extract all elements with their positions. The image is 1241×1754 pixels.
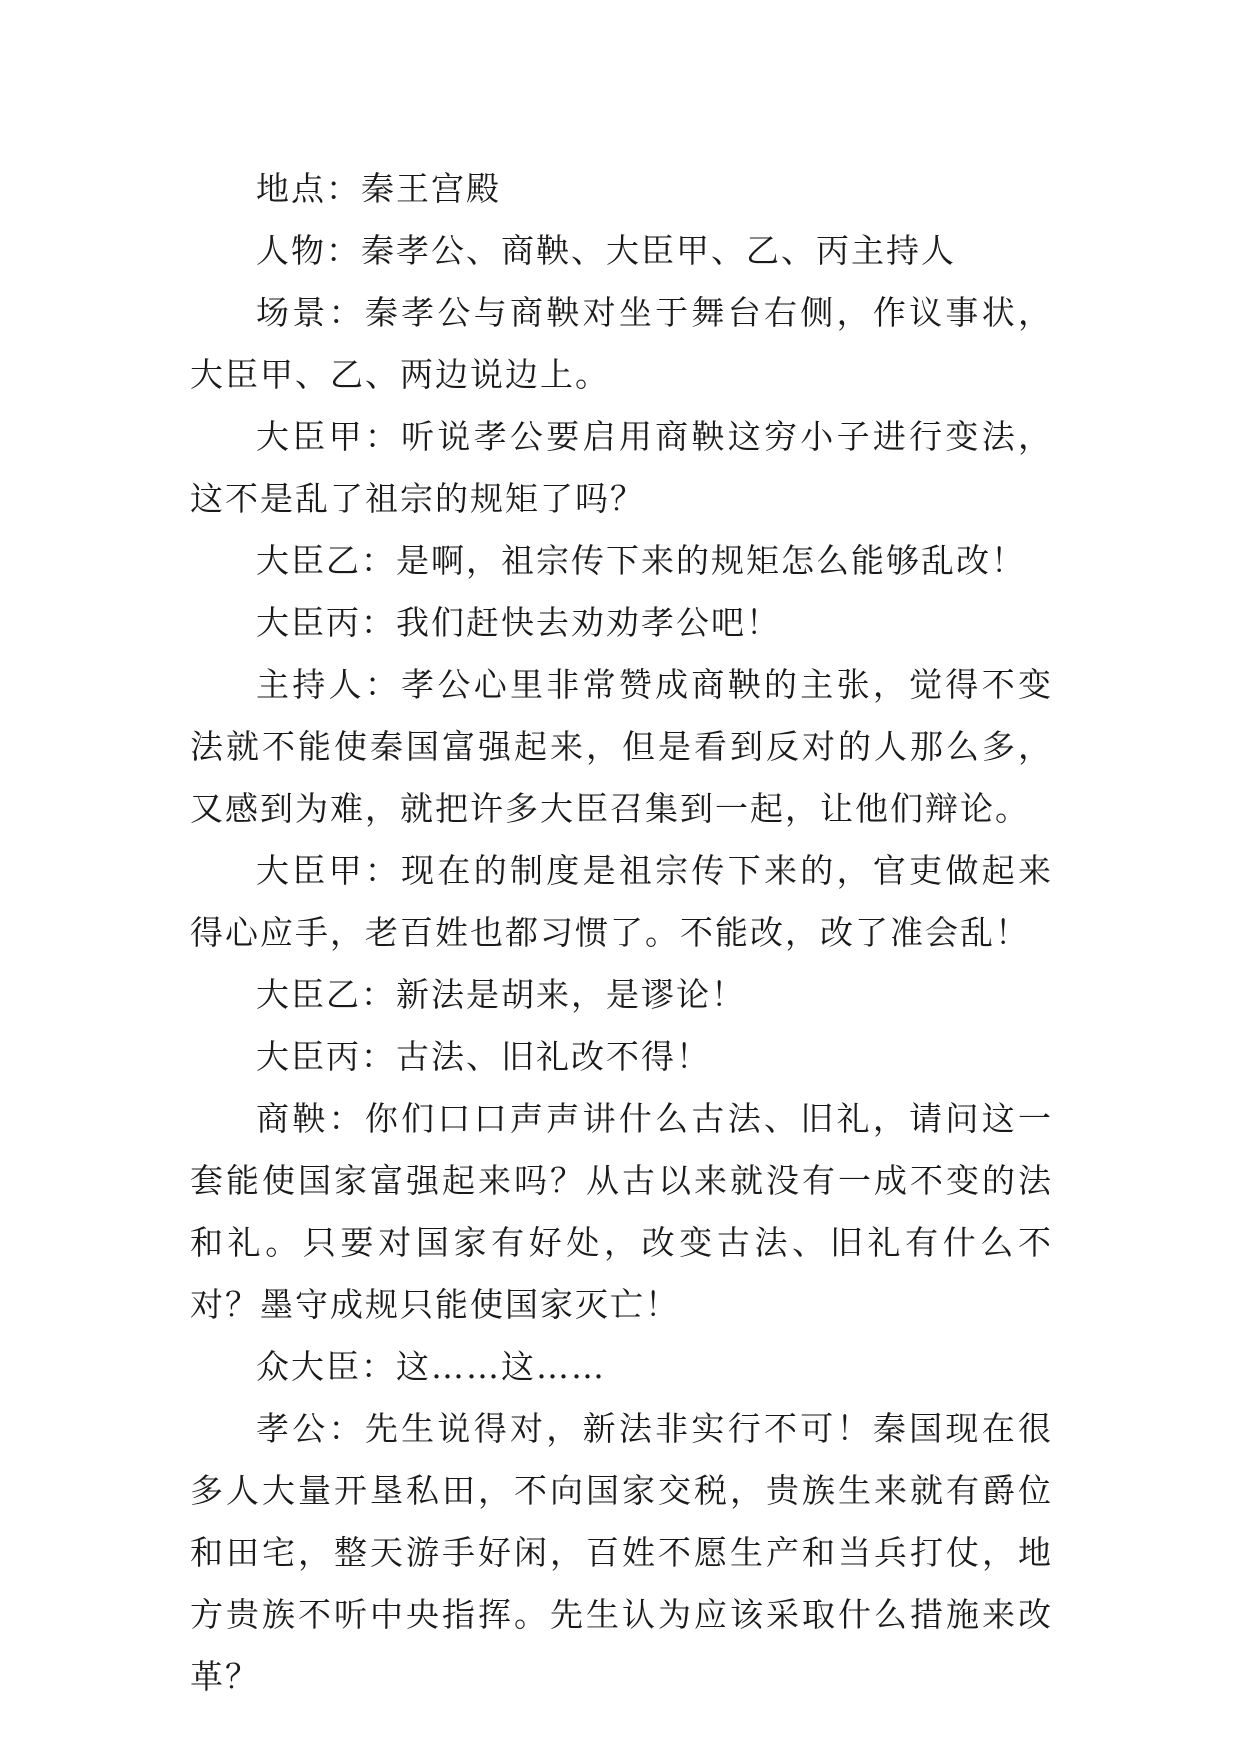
dialogue-line: 大臣丙：我们赶快去劝劝孝公吧！: [256, 603, 781, 642]
dialogue-line: 大臣乙：新法是胡来，是谬论！: [256, 975, 746, 1014]
dialogue-line: 商鞅：你们口口声声讲什么古法、旧礼，请问这一套能使国家富强起来吗？从古以来就没有一成不变的法和礼。只要对国家有好处，改变古法、旧礼有什么不对？墨守成规只能使国家灭亡！: [190, 1099, 1053, 1324]
dialogue-line: 大臣丙：古法、旧礼改不得！: [256, 1037, 711, 1076]
script-text-block: [190, 158, 1053, 1708]
paragraph-scene: 场景：秦孝公与商鞅对坐于舞台右侧，作议事状，大臣甲、乙、两边说边上。: [190, 293, 1053, 394]
dialogue-line: 主持人：孝公心里非常赞成商鞅的主张，觉得不变法就不能使秦国富强起来，但是看到反对的人那么多，又感到为难，就把许多大臣召集到一起，让他们辩论。: [190, 665, 1053, 828]
dialogue-line: 众大臣：这……这……: [256, 1347, 606, 1386]
dialogue-line: 大臣乙：是啊，祖宗传下来的规矩怎么能够乱改！: [256, 541, 1026, 580]
dialogue-line: 孝公：先生说得对，新法非实行不可！秦国现在很多人大量开垦私田，不向国家交税，贵族生来就有爵位和田宅，整天游手好闲，百姓不愿生产和当兵打仗，地方贵族不听中央指挥。先生认为应该采取什么措施来改革？: [190, 1409, 1053, 1696]
dialogue-line: 大臣甲：听说孝公要启用商鞅这穷小子进行变法，这不是乱了祖宗的规矩了吗？: [190, 417, 1053, 518]
paragraph-location: 地点：秦王宫殿: [256, 169, 501, 208]
dialogue-line: 大臣甲：现在的制度是祖宗传下来的，官吏做起来得心应手，老百姓也都习惯了。不能改，改了准会乱！: [190, 851, 1053, 952]
paragraph-characters: 人物：秦孝公、商鞅、大臣甲、乙、丙主持人: [256, 231, 956, 270]
